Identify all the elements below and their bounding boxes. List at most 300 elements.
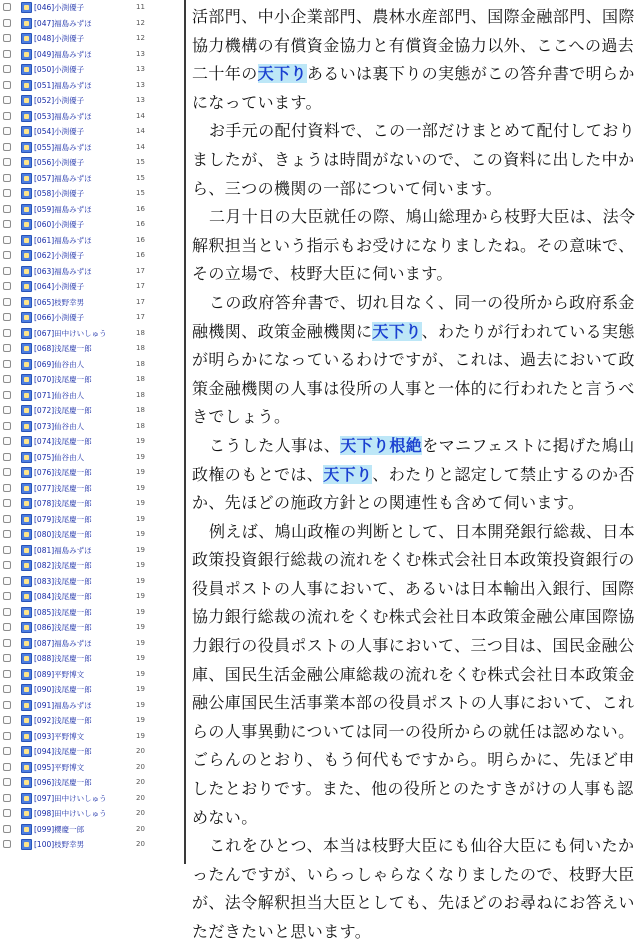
speaker-label[interactable]: [050]小渕優子: [34, 65, 85, 74]
speaker-label[interactable]: [053]福島みずほ: [34, 111, 92, 121]
row-checkbox[interactable]: [3, 453, 11, 461]
keyword-highlight: 天下り: [372, 321, 422, 341]
speaker-list-item[interactable]: [0, 651, 184, 667]
speaker-list-item[interactable]: [0, 341, 184, 357]
speaker-list-item[interactable]: [0, 543, 184, 559]
row-checkbox[interactable]: [3, 34, 11, 42]
speaker-label[interactable]: [060]小渕優子: [34, 220, 85, 229]
speaker-count: 19: [136, 669, 145, 678]
speaker-list-item[interactable]: [0, 16, 184, 32]
speaker-count: 13: [136, 65, 145, 73]
row-checkbox[interactable]: [3, 809, 11, 817]
speaker-list-item[interactable]: [0, 574, 184, 590]
speaker-list-item[interactable]: [0, 124, 184, 140]
speaker-count: 14: [136, 142, 145, 151]
speaker-count: 19: [136, 437, 145, 445]
document-icon: [21, 839, 32, 850]
speaker-count: 18: [136, 344, 145, 352]
document-icon: [21, 638, 32, 649]
speaker-count: 17: [136, 313, 145, 321]
document-icon: [21, 18, 32, 29]
speaker-list-item[interactable]: [0, 496, 184, 512]
document-icon: [21, 2, 32, 13]
speaker-count: 18: [136, 406, 145, 414]
speaker-count: 19: [136, 468, 145, 476]
speaker-label[interactable]: [079]浅尾慶一郎: [34, 514, 92, 524]
speaker-list-item[interactable]: [0, 636, 184, 652]
speaker-count: 20: [136, 778, 145, 786]
speaker-count: 17: [136, 297, 145, 306]
speaker-count: 11: [136, 3, 145, 11]
document-icon: [21, 793, 32, 804]
speaker-list-item[interactable]: [0, 186, 184, 202]
speaker-list-item[interactable]: [0, 729, 184, 745]
speaker-label[interactable]: [064]小渕優子: [34, 282, 85, 291]
speaker-list-item[interactable]: [0, 760, 184, 776]
document-icon: [21, 142, 32, 153]
speaker-label[interactable]: [081]福島みずほ: [34, 545, 92, 555]
speaker-count: 19: [136, 716, 145, 724]
speech-text-segment: これをひとつ、本当は枝野大臣にも仙谷大臣にも伺いたかったんですが、いらっしゃらなくなりましたので、枝野大臣が、法令解釈担当大臣としても、先ほどのお尋ねにお答えいただきたいと思います。: [192, 836, 635, 941]
speaker-label[interactable]: [091]福島みずほ: [34, 700, 92, 710]
row-checkbox[interactable]: [3, 840, 11, 848]
row-checkbox[interactable]: [3, 437, 11, 445]
row-checkbox[interactable]: [3, 189, 11, 197]
row-checkbox[interactable]: [3, 763, 11, 771]
row-checkbox[interactable]: [3, 344, 11, 352]
speaker-label[interactable]: [098]田中けいしゅう: [34, 809, 107, 818]
speaker-count: 13: [136, 96, 145, 104]
speaker-list-item[interactable]: [0, 744, 184, 760]
speaker-list-item[interactable]: [0, 248, 184, 264]
speaker-count: 13: [136, 80, 145, 89]
speech-text-segment: 、わたりが行われている実態が明らかになっているわけですが、これは、過去において政策金融機関の人事は役所の人事と一体的に行われたと言うべきでしょう。: [192, 321, 635, 427]
row-checkbox[interactable]: [3, 298, 11, 306]
speaker-label[interactable]: [094]浅尾慶一郎: [34, 747, 92, 756]
speaker-count: 19: [136, 700, 145, 709]
speaker-list-item[interactable]: [0, 527, 184, 543]
speaker-label[interactable]: [065]枝野幸男: [34, 297, 85, 307]
document-icon: [21, 669, 32, 680]
row-checkbox[interactable]: [3, 3, 11, 11]
speaker-list-item[interactable]: [0, 31, 184, 47]
speaker-list-item[interactable]: [0, 403, 184, 419]
speech-text-segment: 、わたりと認定して禁止するのか否か、先ほどの施政方針との関連性も含めて伺います。: [192, 464, 635, 513]
speaker-list-item[interactable]: [0, 202, 184, 218]
speaker-label[interactable]: [047]福島みずほ: [34, 18, 92, 28]
speaker-count: 18: [136, 421, 145, 430]
row-checkbox[interactable]: [3, 499, 11, 507]
document-icon: [21, 560, 32, 571]
document-icon: [21, 390, 32, 401]
speaker-label[interactable]: [071]仙谷由人: [34, 390, 85, 400]
speech-paragraph: [192, 432, 638, 518]
speaker-label[interactable]: [074]浅尾慶一郎: [34, 437, 92, 446]
row-checkbox[interactable]: [3, 375, 11, 383]
document-icon: [21, 483, 32, 494]
speaker-count: 19: [136, 576, 145, 585]
speaker-label[interactable]: [085]浅尾慶一郎: [34, 607, 92, 617]
speaker-label[interactable]: [087]福島みずほ: [34, 638, 92, 648]
speech-text-segment: あるいは裏下りの実態がこの答弁書で明らかになっています。: [192, 64, 635, 112]
speaker-list-item[interactable]: [0, 47, 184, 63]
speaker-count: 19: [136, 685, 145, 693]
speaker-count: 15: [136, 158, 145, 166]
document-icon: [21, 746, 32, 757]
speaker-label[interactable]: [058]小渕優子: [34, 189, 85, 198]
speaker-list-item[interactable]: [0, 279, 184, 295]
speaker-label[interactable]: [075]仙谷由人: [34, 452, 85, 462]
speaker-label[interactable]: [061]福島みずほ: [34, 235, 92, 245]
document-icon: [21, 498, 32, 509]
speaker-list-item[interactable]: [0, 667, 184, 683]
speaker-list-item[interactable]: [0, 0, 184, 16]
keyword-highlight: 天下り根絶: [340, 435, 423, 455]
speaker-label[interactable]: [057]福島みずほ: [34, 173, 92, 183]
document-icon: [21, 777, 32, 788]
document-icon: [21, 281, 32, 292]
speaker-label[interactable]: [080]浅尾慶一郎: [34, 530, 92, 539]
speaker-list-item[interactable]: [0, 837, 184, 853]
row-checkbox[interactable]: [3, 546, 11, 554]
document-icon: [21, 700, 32, 711]
speaker-list-item[interactable]: [0, 264, 184, 280]
document-icon: [21, 359, 32, 370]
document-icon: [21, 467, 32, 478]
speaker-list-item[interactable]: [0, 233, 184, 249]
speaker-list-item[interactable]: [0, 93, 184, 109]
speaker-count: 18: [136, 390, 145, 399]
row-checkbox[interactable]: [3, 313, 11, 321]
document-icon: [21, 80, 32, 91]
document-icon: [21, 312, 32, 323]
document-icon: [21, 762, 32, 773]
speaker-count: 19: [136, 638, 145, 647]
speaker-count: 19: [136, 623, 145, 631]
speaker-label[interactable]: [067]田中けいしゅう: [34, 328, 107, 338]
document-icon: [21, 343, 32, 354]
speaker-label[interactable]: [066]小渕優子: [34, 313, 85, 322]
speaker-list-item[interactable]: [0, 140, 184, 156]
document-icon: [21, 514, 32, 525]
speaker-count: 19: [136, 499, 145, 507]
document-icon: [21, 653, 32, 664]
speaker-list-item[interactable]: [0, 419, 184, 435]
speaker-label[interactable]: [062]小渕優子: [34, 251, 85, 260]
speaker-label[interactable]: [090]浅尾慶一郎: [34, 685, 92, 694]
speaker-label[interactable]: [055]福島みずほ: [34, 142, 92, 152]
document-icon: [21, 731, 32, 742]
document-icon: [21, 374, 32, 385]
row-checkbox[interactable]: [3, 670, 11, 678]
row-checkbox[interactable]: [3, 391, 11, 399]
row-checkbox[interactable]: [3, 422, 11, 430]
row-checkbox[interactable]: [3, 654, 11, 662]
speaker-list-item[interactable]: [0, 109, 184, 125]
document-icon: [21, 405, 32, 416]
row-checkbox[interactable]: [3, 732, 11, 740]
speaker-label[interactable]: [084]浅尾慶一郎: [34, 592, 92, 601]
speech-paragraph: [192, 518, 638, 833]
speaker-count: 19: [136, 561, 145, 569]
row-checkbox[interactable]: [3, 484, 11, 492]
speaker-label[interactable]: [051]福島みずほ: [34, 80, 92, 90]
document-icon: [21, 436, 32, 447]
speech-paragraph: [192, 117, 638, 203]
document-icon: [21, 715, 32, 726]
document-icon: [21, 250, 32, 261]
speaker-label[interactable]: [082]浅尾慶一郎: [34, 561, 92, 570]
document-icon: [21, 529, 32, 540]
speaker-list-item[interactable]: [0, 310, 184, 326]
speaker-count: 19: [136, 731, 145, 740]
speaker-list-item[interactable]: [0, 295, 184, 311]
document-icon: [21, 452, 32, 463]
speech-text-segment: 例えば、鳩山政権の判断として、日本開発銀行総裁、日本政策投資銀行総裁の流れをくむ株式会社日本政策投資銀行の役員ポストの人事において、あるいは日本輸出入銀行、国際協力銀行総裁の流れをくむ株式会社日本政策金融公庫国際協力銀行の役員ポストの人事において、三つ目は、国民金融公庫、国民生活金融公庫総裁の流れをくむ株式会社日本政策金融公庫国民生活事業本部の役員ポストの人事において、これらの人事異動については同一の役所からの就任は認めない。ごらんのとおり、もう何代もですから。明らかに、先ほど申したとおりです。また、他の役所とのたすきがけの人事も認めない。: [192, 521, 636, 827]
row-checkbox[interactable]: [3, 158, 11, 166]
pane-divider[interactable]: [184, 0, 186, 864]
speaker-label[interactable]: [072]浅尾慶一郎: [34, 406, 92, 415]
speaker-count: 20: [136, 747, 145, 755]
speaker-label[interactable]: [083]浅尾慶一郎: [34, 576, 92, 586]
document-icon: [21, 328, 32, 339]
row-checkbox[interactable]: [3, 406, 11, 414]
row-checkbox[interactable]: [3, 19, 11, 27]
speaker-list-item[interactable]: [0, 465, 184, 481]
document-icon: [21, 173, 32, 184]
row-checkbox[interactable]: [3, 561, 11, 569]
speech-text-segment: 二月十日の大臣就任の際、鳩山総理から枝野大臣は、法令解釈担当という指示もお受けになりましたね。その意味で、その立場で、枝野大臣に伺います。: [192, 207, 636, 284]
speaker-list-item[interactable]: [0, 434, 184, 450]
speaker-label[interactable]: [048]小渕優子: [34, 34, 85, 43]
speaker-count: 18: [136, 375, 145, 383]
speech-paragraph: [192, 3, 638, 117]
speaker-list-item[interactable]: [0, 326, 184, 342]
speaker-label[interactable]: [059]福島みずほ: [34, 204, 92, 214]
row-checkbox[interactable]: [3, 577, 11, 585]
speaker-label[interactable]: [088]浅尾慶一郎: [34, 654, 92, 663]
row-checkbox[interactable]: [3, 112, 11, 120]
speaker-count: 15: [136, 173, 145, 182]
document-icon: [21, 808, 32, 819]
document-icon: [21, 235, 32, 246]
document-icon: [21, 157, 32, 168]
speaker-label[interactable]: [068]浅尾慶一郎: [34, 344, 92, 353]
speaker-count: 19: [136, 530, 145, 538]
speech-paragraph: [192, 203, 638, 289]
speaker-list-item[interactable]: [0, 357, 184, 373]
speaker-list-item[interactable]: [0, 171, 184, 187]
row-checkbox[interactable]: [3, 701, 11, 709]
document-icon: [21, 545, 32, 556]
speaker-list-item[interactable]: [0, 450, 184, 466]
row-checkbox[interactable]: [3, 174, 11, 182]
document-icon: [21, 684, 32, 695]
speaker-list-item[interactable]: [0, 558, 184, 574]
speaker-label[interactable]: [054]小渕優子: [34, 127, 85, 136]
speaker-count: 19: [136, 483, 145, 492]
row-checkbox[interactable]: [3, 515, 11, 523]
row-checkbox[interactable]: [3, 96, 11, 104]
document-icon: [21, 266, 32, 277]
row-checkbox[interactable]: [3, 205, 11, 213]
row-checkbox[interactable]: [3, 608, 11, 616]
speaker-count: 19: [136, 607, 145, 616]
speaker-label[interactable]: [052]小渕優子: [34, 96, 85, 105]
speaker-label[interactable]: [056]小渕優子: [34, 158, 85, 167]
speaker-count: 17: [136, 282, 145, 290]
speech-text-segment: をマニフェストに掲げた鳩山政権のもとでは、: [192, 435, 635, 484]
speaker-label[interactable]: [100]枝野幸男: [34, 840, 85, 849]
row-checkbox[interactable]: [3, 794, 11, 802]
row-checkbox[interactable]: [3, 282, 11, 290]
document-icon: [21, 576, 32, 587]
speech-text-segment: 活部門、中小企業部門、農林水産部門、国際金融部門、国際協力機構の有償資金協力と有償資金協力以外、ここへの過去二十年の: [192, 7, 635, 84]
row-checkbox[interactable]: [3, 468, 11, 476]
speaker-label[interactable]: [069]仙谷由人: [34, 359, 85, 369]
speaker-list-item[interactable]: [0, 589, 184, 605]
keyword-highlight: 天下り: [323, 464, 373, 484]
speaker-list-item[interactable]: [0, 791, 184, 807]
speaker-count: 19: [136, 452, 145, 461]
row-checkbox[interactable]: [3, 639, 11, 647]
speaker-label[interactable]: [095]平野博文: [34, 762, 85, 772]
row-checkbox[interactable]: [3, 592, 11, 600]
speaker-count: 14: [136, 111, 145, 120]
document-icon: [21, 111, 32, 122]
keyword-highlight: 天下り: [257, 64, 307, 84]
speaker-list: [0, 0, 184, 864]
speaker-count: 16: [136, 251, 145, 259]
row-checkbox[interactable]: [3, 716, 11, 724]
speaker-count: 12: [136, 18, 145, 27]
row-checkbox[interactable]: [3, 251, 11, 259]
speaker-count: 13: [136, 49, 145, 58]
document-icon: [21, 95, 32, 106]
speaker-label[interactable]: [077]浅尾慶一郎: [34, 483, 92, 493]
speaker-label[interactable]: [076]浅尾慶一郎: [34, 468, 92, 477]
speaker-count: 16: [136, 220, 145, 228]
speaker-list-item[interactable]: [0, 822, 184, 838]
speaker-label[interactable]: [063]福島みずほ: [34, 266, 92, 276]
speaker-count: 16: [136, 235, 145, 244]
row-checkbox[interactable]: [3, 329, 11, 337]
row-checkbox[interactable]: [3, 825, 11, 833]
speaker-label[interactable]: [099]櫻慶一郎: [34, 824, 85, 834]
speech-paragraph: [192, 832, 638, 946]
speaker-list-item[interactable]: [0, 512, 184, 528]
speaker-count: 20: [136, 762, 145, 771]
document-icon: [21, 188, 32, 199]
document-icon: [21, 622, 32, 633]
speaker-list-item[interactable]: [0, 806, 184, 822]
speaker-count: 14: [136, 127, 145, 135]
speaker-count: 19: [136, 592, 145, 600]
speaker-label[interactable]: [070]浅尾慶一郎: [34, 375, 92, 384]
document-icon: [21, 219, 32, 230]
speaker-count: 20: [136, 793, 145, 802]
document-icon: [21, 49, 32, 60]
speaker-list-item[interactable]: [0, 713, 184, 729]
speaker-label[interactable]: [092]浅尾慶一郎: [34, 716, 92, 725]
speech-text-segment: お手元の配付資料で、この一部だけまとめて配付しておりましたが、きょうは時間がないので、この資料に出した中から、三つの機関の一部について伺います。: [192, 121, 636, 198]
row-checkbox[interactable]: [3, 236, 11, 244]
document-icon: [21, 33, 32, 44]
speaker-label[interactable]: [086]浅尾慶一郎: [34, 623, 92, 632]
speaker-list-item[interactable]: [0, 775, 184, 791]
row-checkbox[interactable]: [3, 65, 11, 73]
speaker-label[interactable]: [049]福島みずほ: [34, 49, 92, 59]
speaker-list-item[interactable]: [0, 155, 184, 171]
row-checkbox[interactable]: [3, 778, 11, 786]
speaker-count: 17: [136, 266, 145, 275]
document-icon: [21, 204, 32, 215]
row-checkbox[interactable]: [3, 50, 11, 58]
speaker-label[interactable]: [093]平野博文: [34, 731, 85, 741]
speaker-count: 18: [136, 359, 145, 368]
speaker-count: 18: [136, 328, 145, 337]
speaker-label[interactable]: [046]小渕優子: [34, 3, 85, 12]
speech-text-segment: こうした人事は、: [209, 435, 341, 455]
speaker-count: 20: [136, 840, 145, 848]
document-icon: [21, 421, 32, 432]
speaker-count: 15: [136, 189, 145, 197]
speech-text: [192, 3, 638, 947]
row-checkbox[interactable]: [3, 81, 11, 89]
speaker-label[interactable]: [078]浅尾慶一郎: [34, 499, 92, 508]
document-icon: [21, 64, 32, 75]
speaker-count: 19: [136, 545, 145, 554]
row-checkbox[interactable]: [3, 143, 11, 151]
speaker-list-item[interactable]: [0, 682, 184, 698]
document-icon: [21, 126, 32, 137]
speaker-list-item[interactable]: [0, 217, 184, 233]
speaker-list-item[interactable]: [0, 372, 184, 388]
speaker-label[interactable]: [097]田中けいしゅう: [34, 793, 107, 803]
row-checkbox[interactable]: [3, 623, 11, 631]
document-icon: [21, 591, 32, 602]
speaker-list-item[interactable]: [0, 481, 184, 497]
speaker-count: 20: [136, 809, 145, 817]
speech-paragraph: [192, 289, 638, 432]
document-icon: [21, 297, 32, 308]
speaker-count: 20: [136, 824, 145, 833]
speaker-count: 16: [136, 204, 145, 213]
row-checkbox[interactable]: [3, 127, 11, 135]
row-checkbox[interactable]: [3, 685, 11, 693]
speaker-label[interactable]: [089]平野博文: [34, 669, 85, 679]
row-checkbox[interactable]: [3, 747, 11, 755]
speaker-list-item[interactable]: [0, 605, 184, 621]
row-checkbox[interactable]: [3, 360, 11, 368]
speaker-list-item[interactable]: [0, 698, 184, 714]
speaker-count: 12: [136, 34, 145, 42]
speaker-label[interactable]: [096]浅尾慶一郎: [34, 778, 92, 787]
row-checkbox[interactable]: [3, 530, 11, 538]
speaker-list-item[interactable]: [0, 62, 184, 78]
row-checkbox[interactable]: [3, 267, 11, 275]
document-icon: [21, 607, 32, 618]
speaker-list-item[interactable]: [0, 620, 184, 636]
row-checkbox[interactable]: [3, 220, 11, 228]
document-icon: [21, 824, 32, 835]
speaker-label[interactable]: [073]仙谷由人: [34, 421, 85, 431]
speaker-count: 19: [136, 514, 145, 523]
speaker-list-item[interactable]: [0, 78, 184, 94]
speech-text-segment: この政府答弁書で、切れ目なく、同一の役所から政府系金融機関、政策金融機関に: [192, 292, 635, 341]
speaker-count: 19: [136, 654, 145, 662]
speaker-list-item[interactable]: [0, 388, 184, 404]
